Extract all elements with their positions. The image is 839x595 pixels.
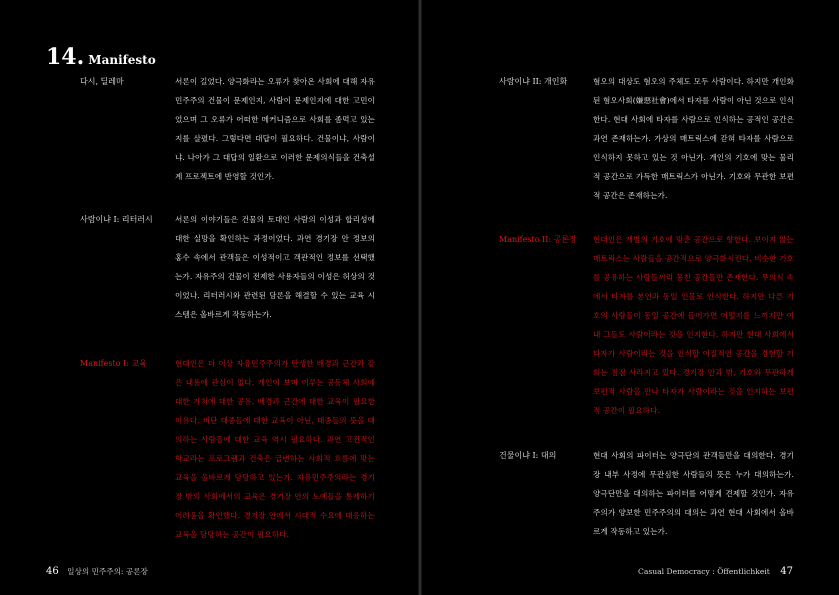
section-body-individualization: 혐오의 대상도 혐오의 주체도 모두 사람이다. 하지만 개인화된 혐오사회(嫌惡社會)에서 타자를 사람이 아닌 것으로 인식한다. 현대 사회에 타자를 사람으로 인식하는 공적인 공간은 과연 존재하는가. 가상의 매트릭스에 갇혀 타자를 사람으로 인식하지 못하고 있는 것 아닌가. 개인의 기호에 맞는 물리적 공간으로 가득한 매트릭스가 아닌가. 기호와 무관한 보편적 공간은 존재하는가. bbox=[593, 77, 794, 200]
section-body-manifesto-public-sphere: 현대인은 개별의 기호에 맞춘 공간으로 향한다. 보이지 않는 매트릭스는 사람들을 공간적으로 양극화시킨다. 비슷한 기호를 공유하는 사람들끼리 뭉친 공간들만 존재한다. 무의식 속에서 타자를 본인과 동일 인물로 인식한다. 하지만 다른 기호의 사람들이 동일 공간에 들어가면 어떨지를 느끼지만 여내 그들도 사람이라는 것을 인지한다. 하지만 현대 사회에서 타자가 사람이라는 것을 인식할 이질적인 공간을 경험할 기회는 점점 사라지고 있다. 경기장 안과 밖, 기호와 무관하게 보편적 사람을 만나 타자가 사람이라는 것을 인지하는 보편적 공간이 필요하다. bbox=[593, 235, 794, 415]
chapter-heading bbox=[46, 44, 156, 70]
section-label-manifesto-public-sphere: Manifesto II: 공론장 bbox=[499, 235, 577, 244]
chapter-number: 14. bbox=[46, 44, 85, 70]
section-label-individualization: 사람이냐 II: 개인화 bbox=[499, 77, 568, 86]
section-label-representation: 건물이냐 I: 대의 bbox=[499, 451, 557, 460]
chapter-title: Manifesto bbox=[88, 53, 156, 67]
page-number-right: 47 bbox=[780, 566, 793, 577]
left-page bbox=[0, 0, 418, 595]
running-footer-left: 일상의 민주주의: 공론장 bbox=[67, 567, 148, 576]
section-body-dilemma: 서론이 길었다. 양극화라는 오류가 찾아온 사회에 대해 자유민주주의 건물이 문제인지, 사람이 문제인지에 대한 고민이었으며 그 오류가 어떠한 메커니즘으로 사회를 좀먹고 있는지를 살폈다. 그렇다면 대답이 필요하다. 건물이냐, 사람이냐. 나아가 그 대답의 일환으로 이러한 문제의식들을 건축설계 프로젝트에 반영할 것인가. bbox=[175, 77, 375, 181]
section-label-literacy: 사람이냐 I: 리터러시 bbox=[80, 215, 153, 224]
section-label-manifesto-education: Manifesto I: 교육 bbox=[80, 359, 147, 368]
section-body-manifesto-education: 현대인은 더 이상 자유민주주의가 탄생한 배경과 근간과 같은 내용에 관심이 없다. 개인이 보며 이루는 공동체 사회에 대한 가치에 대한 공유, 배경과 근간에 대한 교육이 필요한 이유다. 비단 대중들에 대한 교육이 아닌, 대중들의 뜻을 대의하는 사람들에 대한 교육 역시 필요하다. 과연 고전적인 학교라는 프로그램과 건축은 급변하는 사회적 흐름에 맞는 교육을 올바르게 담당하고 있는가. 자유민주주의라는 경기장 밖의 사회에서의 교육은 경기장 안의 노예들을 통제하기 어려움을 확인했다. 경기장 안에서 시대적 수요에 대응하는 교육을 담당하는 공간이 필요하다. bbox=[175, 359, 375, 539]
page-number-left: 46 bbox=[46, 566, 59, 577]
section-label-dilemma: 다시, 딜레마 bbox=[80, 77, 124, 86]
right-folio bbox=[638, 566, 793, 577]
section-body-literacy: 서론의 이야기들은 건물의 토대인 사람의 이성과 합리성에 대한 실망을 확인하는 과정이었다. 과연 경기장 안 정보의 홍수 속에서 관객들은 이성적이고 객관적인 정보를 선택했는가. 자유주의 건물이 전제한 사용자들의 이성은 허상의 것이었나. 리터러시와 관련된 담론을 해결할 수 있는 교육 시스템은 올바르게 작동하는가. bbox=[175, 215, 375, 319]
running-footer-right: Casual Democracy : Öffentlichkeit bbox=[638, 567, 770, 576]
left-folio bbox=[46, 566, 148, 577]
section-body-representation: 현대 사회의 파이터는 양극단의 관객들만을 대의한다. 경기장 내부 사정에 무관심한 사람들의 뜻은 누가 대의하는가. 양극단만을 대의하는 파이터를 어떻게 견제할 것인가. 자유주의가 양보한 민주주의의 대의는 과연 현대 사회에서 올바르게 작동하고 있는가. bbox=[593, 451, 794, 536]
right-page bbox=[422, 0, 839, 595]
